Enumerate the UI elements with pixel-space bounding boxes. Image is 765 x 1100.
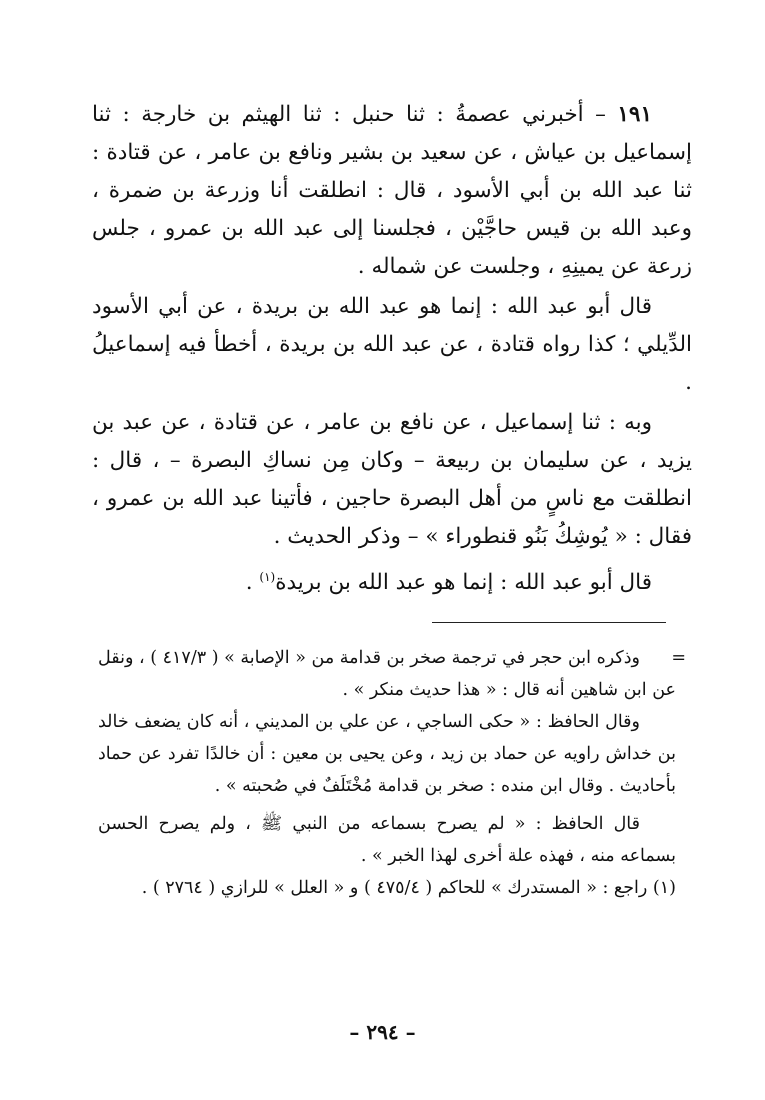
footnote-1: (١) راجع : « المستدرك » للحاكم ( ٤٧٥/٤ ) و « العلل » للرازي ( ٢٧٦٤ ) .	[141, 878, 676, 898]
footnotes	[98, 642, 686, 904]
hadith-paragraph-2: وبه : ثنا إسماعيل ، عن نافع بن عامر ، عن قتادة ، عن عبد بن يزيد ، عن سليمان بن ربيعة – وكان مِن نساكِ البصرة – ، قال : انطلقت مع ناسٍ من أهل البصرة حاجين ، فأتينا عبد الله بن عمرو ، فقال : « يُوشِكُ بَنُو قنطوراء » – وذكر الحديث .	[92, 410, 692, 549]
continuation-mark: =	[671, 648, 686, 668]
commentary-paragraph-1: قال أبو عبد الله : إنما هو عبد الله بن بريدة ، عن أبي الأسود الدِّيلي ؛ كذا رواه قتادة ، عن عبد الله بن بريدة ، أخطأ فيه إسماعيلُ .	[92, 294, 692, 395]
footnote-paragraph-1: وذكره ابن حجر في ترجمة صخر بن قدامة من « الإصابة » ( ٤١٧/٣ ) ، ونقل عن ابن شاهين أنه قال : « هذا حديث منكر » .	[98, 648, 676, 700]
footnote-paragraph-2: وقال الحافظ : « حكى الساجي ، عن علي بن المديني ، أنه كان يضعف خالد بن خداش راويه عن حماد بن زيد ، وعن يحيى بن معين : أن خالدًا تفرد عن حماد بأحاديث . وقال ابن منده : صخر بن قدامة مُخْتَلَفٌ في صُحبته » .	[98, 712, 676, 796]
last-line-end: .	[245, 570, 260, 596]
hadith-number: ١٩١	[617, 102, 652, 127]
footnote-marker[interactable]: (١)	[259, 570, 276, 584]
main-text	[92, 96, 692, 602]
hadith-text: – أخبرني عصمةُ : ثنا حنبل : ثنا الهيثم بن خارجة : ثنا إسماعيل بن عياش ، عن سعيد بن بشير ونافع بن عامر ، عن قتادة : ثنا عبد الله بن أبي الأسود ، قال : انطلقت أنا وزرعة بن ضمرة ، وعبد الله بن قيس حاجَّيْن ، فجلسنا إلى عبد الله بن عمرو ، جلس زرعة عن يمينِهِ ، وجلست عن شماله .	[92, 102, 692, 279]
page-number: – ٢٩٤ –	[349, 1020, 416, 1044]
footnote-paragraph-3: قال الحافظ : « لم يصرح بسماعه من النبي ﷺ ، ولم يصرح الحسن بسماعه منه ، فهذه علة أخرى لهذا الخبر » .	[98, 814, 676, 866]
last-line-text: قال أبو عبد الله : إنما هو عبد الله بن بريدة	[275, 570, 652, 596]
commentary-paragraph-2	[92, 558, 692, 602]
hadith-paragraph-1	[92, 96, 692, 286]
footnote-separator	[432, 622, 666, 623]
